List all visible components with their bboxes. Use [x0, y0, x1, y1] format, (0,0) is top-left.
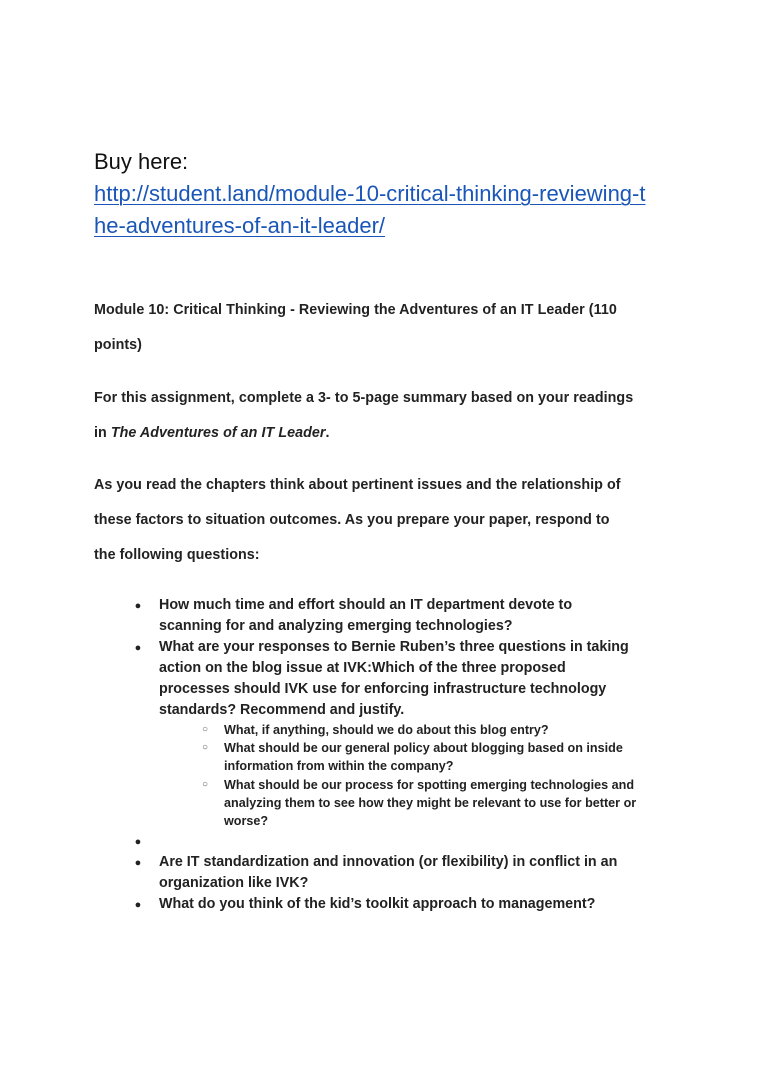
sub-question-2-line-2: information from within the company?: [224, 759, 454, 773]
assignment-line-2: [94, 423, 330, 443]
question-2-line-1: What are your responses to Bernie Ruben’s three questions in taking: [159, 639, 629, 655]
purchase-link-line-1[interactable]: http://student.land/module-10-critical-thinking-reviewing-t: [94, 181, 646, 206]
assignment-prefix: in: [94, 425, 111, 441]
bullet-icon: ●: [134, 600, 142, 612]
instructions-line-2: these factors to situation outcomes. As you prepare your paper, respond to: [94, 512, 610, 528]
module-title-line-1: Module 10: Critical Thinking - Reviewing the Adventures of an IT Leader (110: [94, 302, 617, 318]
hollow-bullet-icon: ○: [201, 724, 209, 735]
sub-question-1-line-1: What, if anything, should we do about this blog entry?: [224, 723, 549, 737]
assignment-line-1: For this assignment, complete a 3- to 5-page summary based on your readings: [94, 390, 634, 406]
purchase-link-line-2[interactable]: he-adventures-of-an-it-leader/: [94, 213, 386, 238]
instructions-line-3: the following questions:: [94, 547, 260, 563]
hollow-bullet-icon: ○: [201, 742, 209, 753]
instructions-line-1: As you read the chapters think about pertinent issues and the relationship of: [94, 477, 621, 493]
question-5-line-1: What do you think of the kid’s toolkit approach to management?: [159, 896, 596, 912]
assignment-suffix: .: [325, 425, 330, 441]
buy-here-label: Buy here:: [94, 149, 189, 174]
question-4-line-1: Are IT standardization and innovation (or flexibility) in conflict in an: [159, 854, 618, 870]
question-2-line-3: processes should IVK use for enforcing infrastructure technology: [159, 681, 607, 697]
sub-question-2-line-1: What should be our general policy about blogging based on inside: [224, 741, 623, 755]
question-2-line-4: standards? Recommend and justify.: [159, 702, 405, 718]
bullet-icon: ●: [134, 899, 142, 911]
question-1-line-2: scanning for and analyzing emerging technologies?: [159, 618, 513, 634]
hollow-bullet-icon: ○: [201, 779, 209, 790]
sub-question-3-line-3: worse?: [224, 814, 269, 828]
module-title-line-2: points): [94, 337, 142, 353]
bullet-icon: ●: [134, 857, 142, 869]
question-1-line-1: How much time and effort should an IT department devote to: [159, 597, 573, 613]
sub-question-3-line-1: What should be our process for spotting emerging technologies and: [224, 778, 635, 792]
question-2-line-2: action on the blog issue at IVK:Which of the three proposed: [159, 660, 566, 676]
book-title: The Adventures of an IT Leader: [110, 425, 326, 441]
bullet-icon: ●: [134, 836, 142, 848]
bullet-icon: ●: [134, 642, 142, 654]
question-4-line-2: organization like IVK?: [159, 875, 309, 891]
sub-question-3-line-2: analyzing them to see how they might be relevant to use for better or: [224, 796, 637, 810]
